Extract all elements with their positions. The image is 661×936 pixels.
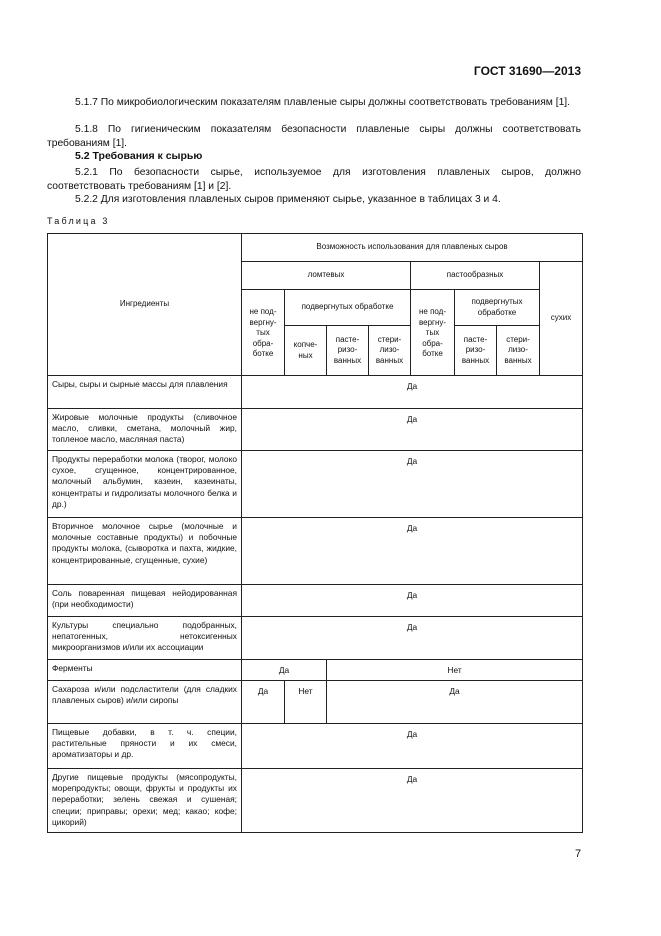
header-sliced-sterilized: стери- лизо- ванных	[369, 326, 411, 376]
table-row	[48, 409, 583, 451]
table-row	[48, 451, 583, 518]
table-row	[48, 585, 583, 617]
ingredient-name: Сыры, сыры и сырные массы для плавления	[48, 376, 242, 409]
usage-value: Да	[242, 451, 583, 518]
table-caption: Таблица 3	[47, 216, 110, 226]
table-row-sucrose	[48, 681, 583, 724]
header-sliced-pasteurized: пасте- ризо- ванных	[327, 326, 369, 376]
sucrose-not-processed-value: Да	[242, 681, 285, 724]
header-possibility: Возможность использования для плавленых сыров	[242, 234, 583, 262]
header-paste-not-processed: не под- вергну- тых обра- ботке	[411, 290, 455, 376]
table-row	[48, 769, 583, 833]
sucrose-smoked-value: Нет	[285, 681, 327, 724]
ingredient-name: Жировые молочные продукты (сливочное масло, сливки, сметана, молочный жир, топленое масло, масляная паста)	[48, 409, 242, 451]
ingredient-name: Ферменты	[48, 660, 242, 681]
header-ingredients: Ингредиенты	[48, 234, 242, 376]
enzymes-sliced-value: Да	[242, 660, 327, 681]
ingredients-table	[47, 233, 583, 833]
header-paste-pasteurized: пасте- ризо- ванных	[455, 326, 497, 376]
table-row	[48, 724, 583, 769]
sucrose-other-value: Да	[327, 681, 583, 724]
header-sliced-processed: подвергнутых обработке	[285, 290, 411, 326]
usage-value: Да	[242, 617, 583, 660]
section-heading-5-2: 5.2 Требования к сырью	[75, 150, 203, 162]
header-paste-sterilized: стери- лизо- ванных	[497, 326, 540, 376]
usage-value: Да	[242, 724, 583, 769]
ingredient-name: Продукты переработки молока (творог, молоко сухое, сгущенное, концентрированное, молочный альбумин, казеин, казеинаты, концентраты и гидролизаты молочного белка и др.)	[48, 451, 242, 518]
usage-value: Да	[242, 409, 583, 451]
header-smoked: копче- ных	[285, 326, 327, 376]
ingredient-name: Вторичное молочное сырье (молочные и молочные составные продукты) и побочные продукты молока, (сыворотка и пахта, жидкие, концентрированные, сгущенные, сухие)	[48, 518, 242, 585]
table-row	[48, 518, 583, 585]
standard-number: ГОСТ 31690—2013	[473, 64, 581, 78]
ingredient-name: Соль поваренная пищевая нейодированная (при необходимости)	[48, 585, 242, 617]
usage-value: Да	[242, 585, 583, 617]
table-row	[48, 617, 583, 660]
ingredient-name: Сахароза и/или подсластители (для сладких плавленых сыров) и/или сиропы	[48, 681, 242, 724]
page-number: 7	[575, 848, 582, 860]
header-dry: сухих	[540, 262, 583, 376]
usage-value: Да	[242, 376, 583, 409]
enzymes-other-value: Нет	[327, 660, 583, 681]
header-paste: пастообразных	[411, 262, 540, 290]
table-row-enzymes	[48, 660, 583, 681]
header-sliced: ломтевых	[242, 262, 411, 290]
usage-value: Да	[242, 769, 583, 833]
paragraph-5-2-1: 5.2.1 По безопасности сырье, используемое для изготовления плавленых сыров, должно соответствовать требованиям [1] и [2].	[47, 167, 581, 192]
ingredient-name: Культуры специально подобранных, непатогенных, нетоксигенных микроорганизмов и/или их ассоциации	[48, 617, 242, 660]
paragraph-5-1-8: 5.1.8 По гигиеническим показателям безопасности плавленые сыры должны соответствовать требованиям [1].	[47, 124, 581, 149]
paragraph-5-1-7: 5.1.7 По микробиологическим показателям плавленые сыры должны соответствовать требованиям [1].	[75, 97, 571, 108]
ingredient-name: Пищевые добавки, в т. ч. специи, растительные пряности и их смеси, ароматизаторы и др.	[48, 724, 242, 769]
usage-value: Да	[242, 518, 583, 585]
paragraph-5-2-2: 5.2.2 Для изготовления плавленых сыров применяют сырье, указанное в таблицах 3 и 4.	[75, 194, 501, 205]
header-paste-processed: подвергнутых обработке	[455, 290, 540, 326]
header-sliced-not-processed: не под- вергну- тых обра- ботке	[242, 290, 285, 376]
ingredient-name: Другие пищевые продукты (мясопродукты, морепродукты; овощи, фрукты и продукты их переработки; зелень свежая и сушеная; специи; приправы; орехи; мед; какао; кофе; цикорий)	[48, 769, 242, 833]
table-row	[48, 376, 583, 409]
